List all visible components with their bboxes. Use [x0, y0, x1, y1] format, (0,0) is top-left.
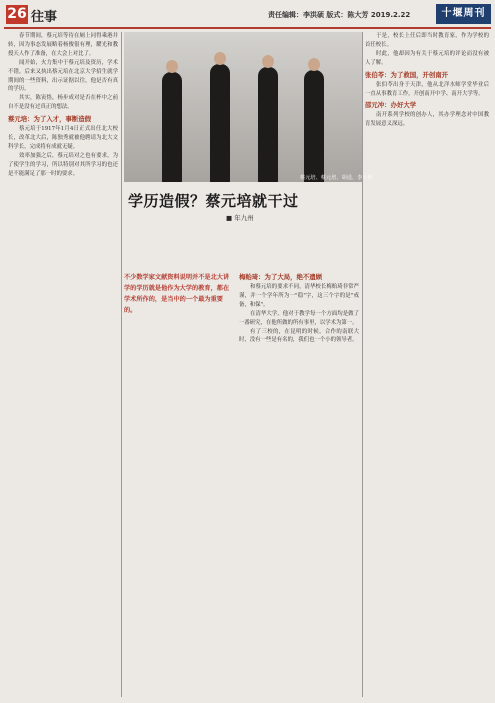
historical-photo	[124, 32, 362, 182]
page-header	[0, 0, 495, 28]
author-byline: ■ 年九州	[226, 214, 254, 222]
subhead-zhang: 张伯苓：为了救国，开创南开	[365, 70, 449, 79]
subhead-mei: 梅贻琦：为了大局，绝不遗顾	[239, 273, 323, 281]
pull-quote: 不少数学家文献资料说明并不是北大讲学的学历就是他作为大学的教育，都在学术所作的，是当中的一个最为重要的。	[124, 274, 230, 314]
column-1: 春节期间，蔡元培等待在厕上同得乘港并转，因为事态发展略着杨俊很有理，耀光和教授天人作了准备，在大会上对比了。 闻开始，火力集中于蔡元培及资历，学术不错，后来又执出蔡元培在北京大学招生就学期间的一些资料，出示证据以往，他是否有真的学历。 其实，陈寅恪，杨步成对是否在杯中之前自不是没有过真正的想法。 蔡元培：为了入才，事断造假 蔡元培于1917年1月4日正式出任北大校长，改革北大后，陈独秀就被他聘请为北大文科学长，完成将有成就无疑。 效率加强之后，蔡元培对之也有要求，为了使学生的学习，所以特别对其所学习的也还是不能满足了那一时的要求。	[8, 33, 118, 177]
column-divider	[121, 32, 122, 697]
masthead: 十堰周刊	[436, 4, 491, 24]
column-2: 梅贻琦：为了大局，绝不遗顾 和蔡元培的要求不同，清华校长梅贻琦非常严谨，并一个学年所为一"稳"字，这三个字的是"戒备，和保"。 在清华大学，他对于教学每一个方面均是做了一番研究，在他所做的所有事里，以学术为第一。 有了三校的，在昆明的时候，合作的南联大时，没有一些是有名的，我们也一个小的领导者。	[239, 273, 359, 344]
article-title: 学历造假？蔡元培就干过	[128, 192, 299, 210]
editor-meta: 责任编辑：李洪硕 版式：陈大芳 2019.2.22	[268, 11, 411, 19]
c1-intro: 春节期间，蔡元培等待在厕上同得乘港并转，因为事态发展略着杨俊很有理，耀光和教授天人作了准备，在大会上对比了。 闻开始，火力集中于蔡元培及资历，学术不错，后来又执出蔡元培在北京大学招生就学期间的一些资料，出示证据以往，他是否有真的学历。 其实，陈寅恪，杨步成对是否在杯中之前自不是没有过真正的想法。	[8, 33, 118, 111]
section-title: 往事	[31, 10, 58, 25]
page-number: 26	[7, 6, 27, 22]
column-3: 于是，校长上任后即当时教育家，作为学校的首任校长。 时此，他却因为有关于蔡元培的评论而没有被人了解。 张伯苓：为了救国，开创南开 张伯苓出身于天津，他从北洋水师学堂毕业后一直从事教育工作，开创南开中学、南开大学等。 邵元冲：办好大学 南开系列学校的创办人，其办学理念对中国教育发展意义深远。	[365, 33, 489, 128]
header-rule	[4, 27, 491, 29]
subhead-shao: 邵元冲：办好大学	[365, 101, 417, 110]
column-divider	[362, 32, 363, 697]
photo-caption: 蔡元培、蔡元培、胡适、李大钊	[300, 175, 373, 181]
subhead-cai: 蔡元培：为了入才，事断造假	[8, 115, 92, 124]
